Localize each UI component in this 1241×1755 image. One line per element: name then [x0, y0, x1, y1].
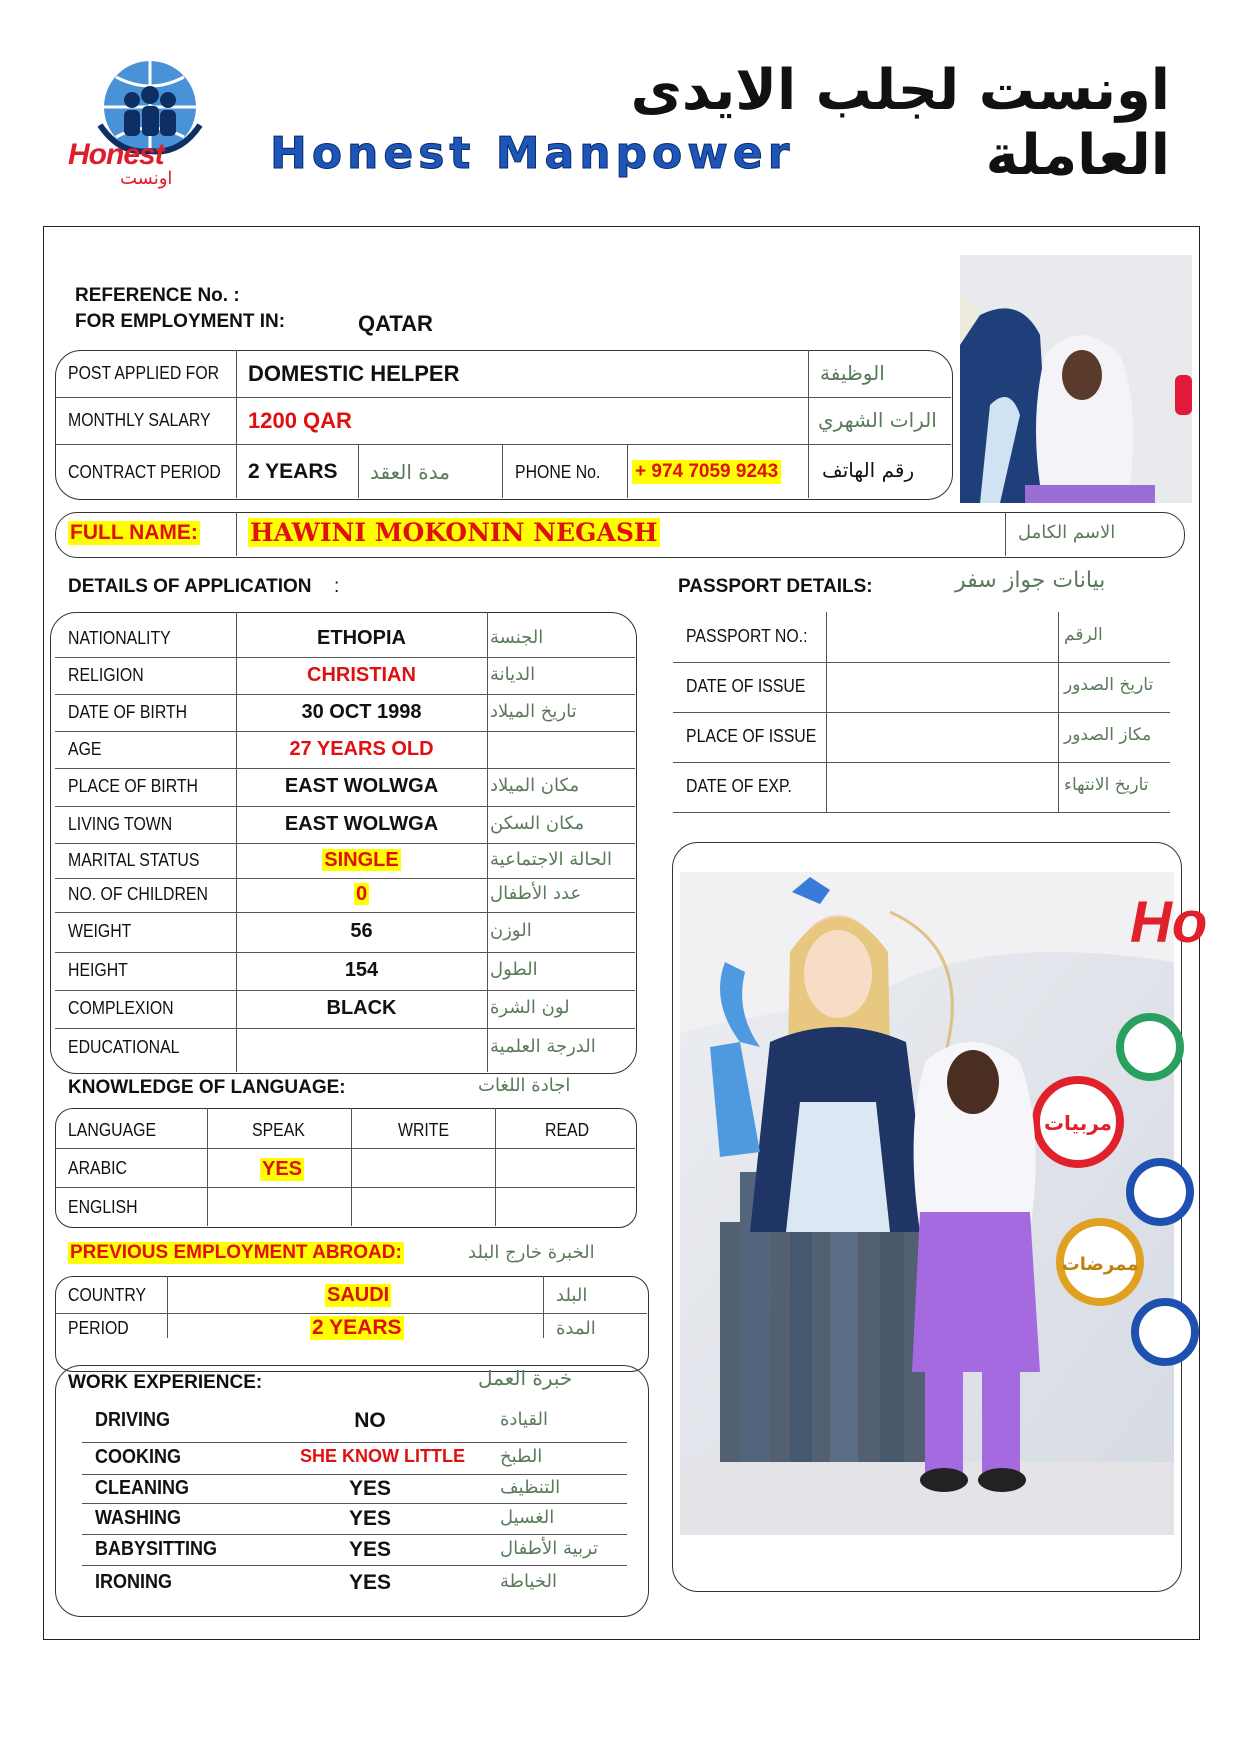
- detail-arabic: تاريخ الميلاد: [490, 700, 577, 722]
- detail-value: EAST WOLWGA: [284, 812, 439, 835]
- passport-label: PLACE OF ISSUE: [686, 726, 817, 746]
- detail-value: 27 YEARS OLD: [289, 737, 434, 760]
- detail-label: NO. OF CHILDREN: [68, 884, 208, 904]
- detail-arabic: الدرجة العلمية: [490, 1036, 596, 1057]
- detail-value: SINGLE: [324, 848, 399, 871]
- post-value: DOMESTIC HELPER: [248, 361, 460, 386]
- contract-label: CONTRACT PERIOD: [68, 462, 221, 482]
- photo-label-nannies: مربيات: [1043, 1111, 1113, 1135]
- full-name-label: FULL NAME:: [70, 521, 198, 544]
- passport-label: PASSPORT NO.:: [686, 626, 808, 646]
- work-value: YES: [348, 1506, 392, 1530]
- lang-header-write: WRITE: [398, 1120, 450, 1140]
- logo-wordmark: Honest: [68, 138, 164, 171]
- passport-label: DATE OF ISSUE: [686, 676, 806, 696]
- work-value: YES: [348, 1476, 392, 1500]
- detail-arabic: الديانة: [490, 663, 536, 685]
- employment-label: FOR EMPLOYMENT IN:: [75, 311, 286, 332]
- work-label: COOKING: [95, 1446, 182, 1468]
- phone-arabic: رقم الهاتف: [822, 458, 915, 482]
- detail-label: HEIGHT: [68, 960, 128, 980]
- passport-label: DATE OF EXP.: [686, 776, 792, 796]
- work-arabic: الخياطة: [500, 1570, 557, 1592]
- work-label: WASHING: [95, 1506, 182, 1529]
- details-heading: DETAILS OF APPLICATION: [68, 576, 312, 597]
- detail-label: COMPLEXION: [68, 998, 174, 1018]
- photo-label-nurses: ممرضات: [1061, 1254, 1139, 1275]
- logo-arabic: اونست: [120, 168, 173, 189]
- post-arabic: الوظيفة: [820, 361, 885, 385]
- passport-heading: PASSPORT DETAILS:: [678, 576, 873, 597]
- lang-row-name: ARABIC: [68, 1158, 127, 1178]
- detail-label: MARITAL STATUS: [68, 849, 200, 870]
- detail-arabic: الطول: [490, 959, 538, 980]
- period-label: PERIOD: [68, 1318, 129, 1338]
- reference-label: REFERENCE No. :: [75, 285, 240, 306]
- work-value: YES: [348, 1570, 392, 1594]
- lang-arabic-speak: YES: [262, 1158, 303, 1180]
- work-label: IRONING: [95, 1570, 173, 1593]
- detail-label: AGE: [68, 738, 102, 759]
- header-title-english: Honest Manpower: [270, 128, 795, 179]
- contract-value: 2 YEARS: [248, 460, 338, 483]
- detail-label: EDUCATIONAL: [68, 1037, 180, 1057]
- svg-text:Ho: Ho: [1130, 890, 1208, 955]
- detail-arabic: الجنسة: [490, 626, 544, 648]
- full-name-arabic: الاسم الكامل: [1018, 522, 1116, 543]
- detail-label: NATIONALITY: [68, 627, 171, 648]
- work-label: DRIVING: [95, 1409, 171, 1431]
- previous-heading: PREVIOUS EMPLOYMENT ABROAD:: [70, 1242, 402, 1263]
- detail-label: WEIGHT: [68, 921, 132, 941]
- detail-value: EAST WOLWGA: [284, 775, 439, 797]
- work-value: YES: [348, 1537, 392, 1561]
- language-heading-arabic: اجادة اللغات: [478, 1075, 571, 1096]
- work-heading: WORK EXPERIENCE:: [68, 1372, 263, 1393]
- work-value: NO: [354, 1409, 386, 1432]
- lang-header-language: LANGUAGE: [68, 1120, 157, 1140]
- detail-value: 0: [355, 883, 368, 905]
- detail-arabic: لون الشرة: [490, 997, 570, 1018]
- work-arabic: الغسيل: [500, 1506, 555, 1528]
- salary-value: 1200 QAR: [248, 408, 352, 433]
- salary-arabic: الرات الشهري: [818, 408, 937, 432]
- salary-label: MONTHLY SALARY: [68, 410, 211, 430]
- detail-arabic: الوزن: [490, 920, 532, 941]
- period-arabic: المدة: [556, 1318, 596, 1339]
- detail-label: LIVING TOWN: [68, 813, 173, 834]
- lang-header-speak: SPEAK: [252, 1120, 305, 1140]
- work-heading-arabic: خبرة العمل: [478, 1366, 573, 1390]
- work-value: SHE KNOW LITTLE: [300, 1446, 465, 1466]
- work-label: CLEANING: [95, 1476, 190, 1499]
- language-heading: KNOWLEDGE OF LANGUAGE:: [68, 1077, 346, 1098]
- country-label: COUNTRY: [68, 1285, 147, 1305]
- work-arabic: الطبخ: [500, 1446, 543, 1467]
- detail-value: BLACK: [326, 997, 397, 1019]
- detail-label: PLACE OF BIRTH: [68, 776, 198, 796]
- full-name-value: HAWINI MOKONIN NEGASH: [250, 518, 658, 547]
- work-arabic: تربية الأطفال: [500, 1537, 599, 1559]
- detail-label: DATE OF BIRTH: [68, 701, 188, 722]
- period-value: 2 YEARS: [312, 1316, 402, 1339]
- detail-value: 30 OCT 1998: [301, 700, 422, 723]
- employment-country: QATAR: [358, 311, 433, 336]
- phone-value: + 974 7059 9243: [632, 460, 781, 484]
- passport-arabic: تاريخ الانتهاء: [1064, 775, 1149, 795]
- passport-arabic: الرقم: [1064, 625, 1103, 645]
- detail-value: 154: [344, 959, 379, 981]
- detail-value: ETHOPIA: [317, 626, 406, 649]
- post-label: POST APPLIED FOR: [68, 363, 220, 383]
- passport-heading-arabic: بيانات جواز سفر: [955, 568, 1106, 593]
- detail-value: CHRISTIAN: [307, 663, 416, 686]
- work-arabic: القيادة: [500, 1409, 548, 1430]
- work-arabic: التنظيف: [500, 1476, 561, 1498]
- previous-heading-arabic: الخبرة خارج البلد: [468, 1242, 595, 1263]
- header-title-arabic: اونست لجلب الايدى العاملة: [630, 58, 1170, 188]
- detail-arabic: مكان السكن: [490, 812, 585, 834]
- detail-arabic: عدد الأطفال: [490, 883, 582, 904]
- passport-arabic: مكاز الصدور: [1064, 725, 1152, 745]
- detail-value: 56: [350, 920, 373, 942]
- contract-arabic: مدة العقد: [370, 460, 450, 484]
- country-value: SAUDI: [327, 1284, 390, 1306]
- phone-label: PHONE No.: [515, 462, 601, 482]
- lang-header-read: READ: [545, 1120, 590, 1140]
- detail-arabic: الحالة الاجتماعية: [490, 848, 612, 870]
- country-arabic: البلد: [556, 1285, 588, 1306]
- lang-row-name: ENGLISH: [68, 1197, 138, 1217]
- detail-arabic: مكان الميلاد: [490, 775, 580, 796]
- passport-arabic: تاريخ الصدور: [1064, 675, 1154, 695]
- work-label: BABYSITTING: [95, 1537, 218, 1560]
- applicant-photo-small: [960, 255, 1192, 503]
- applicant-photo-full: [680, 872, 1208, 1535]
- detail-label: RELIGION: [68, 664, 144, 685]
